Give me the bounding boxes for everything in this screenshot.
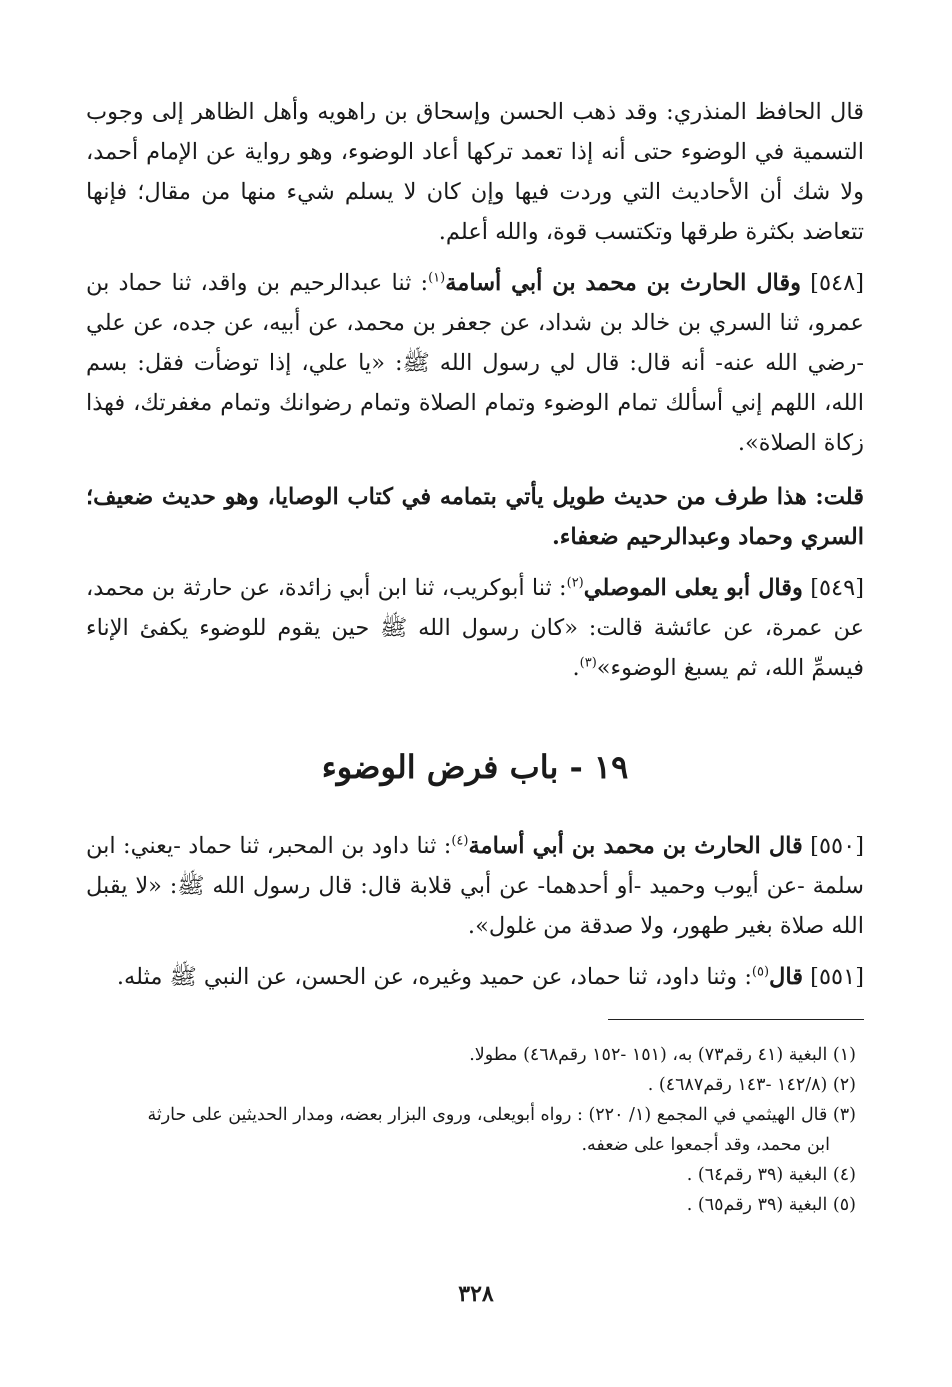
footnote-5: (٥) البغية (٣٩ رقم٦٥) . bbox=[686, 1195, 856, 1215]
footnote-1: (١) البغية (٤١ رقم٧٣) به، (١٥١ -١٥٢ رقم٤٦٨) مطولا. bbox=[469, 1045, 856, 1065]
footnote-3: (٣) قال الهيثمي في المجمع (١/ ٢٢٠) : رواه أبويعلى، وروى البزار بعضه، ومدار الحديثين على حارثة bbox=[147, 1105, 856, 1125]
page-number: ٣٢٨ bbox=[458, 1281, 494, 1307]
hadith-lead: قال الحارث بن محمد بن أبي أسامة bbox=[468, 833, 803, 859]
footnote-ref: (٥) bbox=[751, 964, 770, 980]
footnote-ref: (٢) bbox=[566, 575, 584, 591]
hadith-text: : ثنا داود بن المحبر، ثنا حماد -يعني: ابن سلمة -عن أيوب وحميد -أو أحدهما- عن أبي قلابة قال: قال رسول الله ﷺ: «لا يقبل الله صلاة بغير طهور، ولا صدقة من غلول». bbox=[86, 833, 864, 939]
footnote-2: (٢) (١٤٢/٨ -١٤٣ رقم٤٦٨٧) . bbox=[647, 1075, 856, 1095]
paragraph-qult: قلت: هذا طرف من حديث طويل يأتي بتمامه في كتاب الوصايا، وهو حديث ضعيف؛ السري وحماد وعبدالرحيم ضعفاء. bbox=[86, 484, 864, 550]
footnotes bbox=[86, 1040, 864, 1220]
hadith-lead: قال bbox=[769, 964, 804, 990]
hadith-551 bbox=[86, 957, 864, 997]
hadith-549 bbox=[86, 568, 864, 688]
hadith-text: : ثنا عبدالرحيم بن واقد، ثنا حماد بن عمرو، ثنا السري بن خالد بن شداد، عن جعفر بن محمد، عن أبيه، عن جده، عن علي -رضي الله عنه- أنه قال: قال لي رسول الله ﷺ: «يا علي، إذا توضأت فقل: بسم الله، اللهم إني أسألك تمام الوضوء وتمام الصلاة وتمام رضوانك وتمام مغفرتك، فهذا زكاة الصلاة». bbox=[86, 270, 864, 456]
hadith-number: [٥٥١] bbox=[810, 964, 864, 990]
footnote-ref: (٣) bbox=[579, 655, 597, 671]
footnote-ref: (٤) bbox=[451, 833, 469, 849]
footnote-separator bbox=[608, 1019, 864, 1020]
footnote-3-continued: ابن محمد، وقد أجمعوا على ضعفه. bbox=[581, 1135, 830, 1155]
hadith-548 bbox=[86, 263, 864, 463]
hadith-text: : ثنا أبوكريب، ثنا ابن أبي زائدة، عن حارثة بن محمد، عن عمرة، عن عائشة قالت: «كان رسول الله ﷺ حين يقوم للوضوء يكفئ الإناء فيسمِّ الله، ثم يسبغ الوضوء» bbox=[86, 575, 864, 681]
chapter-heading: ١٩ - باب فرض الوضوء bbox=[321, 748, 629, 786]
hadith-text: : وثنا داود، ثنا حماد، عن حميد وغيره، عن الحسن، عن النبي ﷺ مثله. bbox=[116, 964, 752, 990]
hadith-lead: وقال الحارث بن محمد بن أبي أسامة bbox=[445, 270, 802, 296]
footnote-ref: (١) bbox=[428, 270, 446, 286]
hadith-end: . bbox=[572, 655, 580, 681]
hadith-number: [٥٥٠] bbox=[810, 833, 864, 859]
footnote-4: (٤) البغية (٣٩ رقم٦٤) . bbox=[686, 1165, 856, 1185]
paragraph-mundhiri: قال الحافظ المنذري: وقد ذهب الحسن وإسحاق بن راهويه وأهل الظاهر إلى وجوب التسمية في الوضوء حتى أنه إذا تعمد تركها أعاد الوضوء، وهو رواية عن الإمام أحمد، ولا شك أن الأحاديث التي وردت فيها وإن كان لا يسلم شيء منها من مقال؛ فإنها تتعاضد بكثرة طرقها وتكتسب قوة، والله أعلم. bbox=[86, 99, 864, 245]
hadith-550 bbox=[86, 826, 864, 946]
page-body bbox=[86, 92, 864, 1220]
hadith-number: [٥٤٩] bbox=[810, 575, 865, 601]
hadith-number: [٥٤٨] bbox=[810, 270, 864, 296]
hadith-lead: وقال أبو يعلى الموصلي bbox=[583, 575, 803, 601]
